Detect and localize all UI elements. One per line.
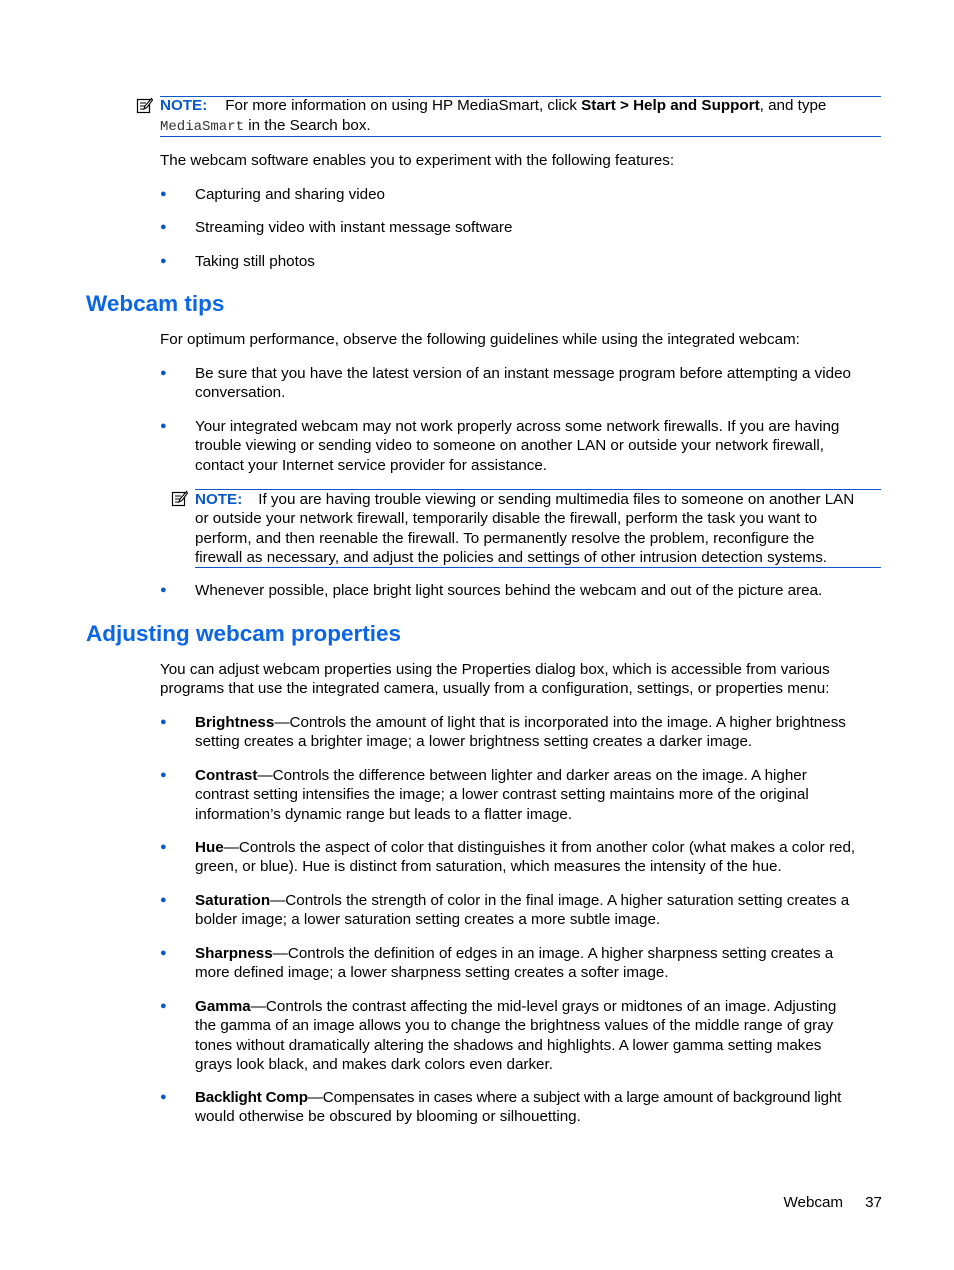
- bullet-icon: ●: [160, 769, 167, 781]
- bullet-icon: ●: [160, 947, 167, 959]
- section-heading-webcam-tips: Webcam tips: [86, 291, 225, 316]
- note2-text: NOTE: If you are having trouble viewing or sending multimedia files to someone on another LAN or outside your network firewall, temporarily disable the firewall, perform the task you want to perform, and then reenable the firewall. To permanently resolve the problem, reconfigure the firewall as necessary, and adjust the policies and settings of other intrusion detection systems.: [195, 491, 855, 566]
- note-pencil-icon: [136, 97, 153, 114]
- section2-intro: You can adjust webcam properties using the Properties dialog box, which is accessible from various programs that use the integrated camera, usually from a configuration, settings, or properties menu:: [160, 661, 830, 698]
- bullet-icon: ●: [160, 420, 167, 432]
- bullet-icon: ●: [160, 716, 167, 728]
- note-text-line2: MediaSmart in the Search box.: [160, 117, 371, 135]
- note-label: NOTE:: [195, 491, 243, 508]
- bullet-icon: ●: [160, 188, 167, 200]
- note-text-line1: NOTE: For more information on using HP MediaSmart, click Start > Help and Support, and type: [160, 97, 827, 114]
- section1-intro: For optimum performance, observe the following guidelines while using the integrated webcam:: [160, 331, 800, 348]
- note-label: NOTE:: [160, 97, 208, 114]
- bullet-icon: ●: [160, 1000, 167, 1012]
- code-mediasmart: MediaSmart: [160, 119, 245, 135]
- intro-paragraph: The webcam software enables you to experiment with the following features:: [160, 152, 675, 169]
- section-heading-adjusting-webcam-properties: Adjusting webcam properties: [86, 621, 402, 646]
- bullet-icon: ●: [160, 894, 167, 906]
- bullet-icon: ●: [160, 584, 167, 596]
- bullet-icon: ●: [160, 367, 167, 379]
- bullet-icon: ●: [160, 221, 167, 233]
- bullet-icon: ●: [160, 1091, 167, 1103]
- bullet-icon: ●: [160, 255, 167, 267]
- note-pencil-icon: [171, 490, 188, 507]
- bullet-icon: ●: [160, 841, 167, 853]
- page-number: 37: [865, 1194, 882, 1211]
- footer-section: Webcam: [783, 1194, 844, 1211]
- page-footer: [783, 1193, 882, 1212]
